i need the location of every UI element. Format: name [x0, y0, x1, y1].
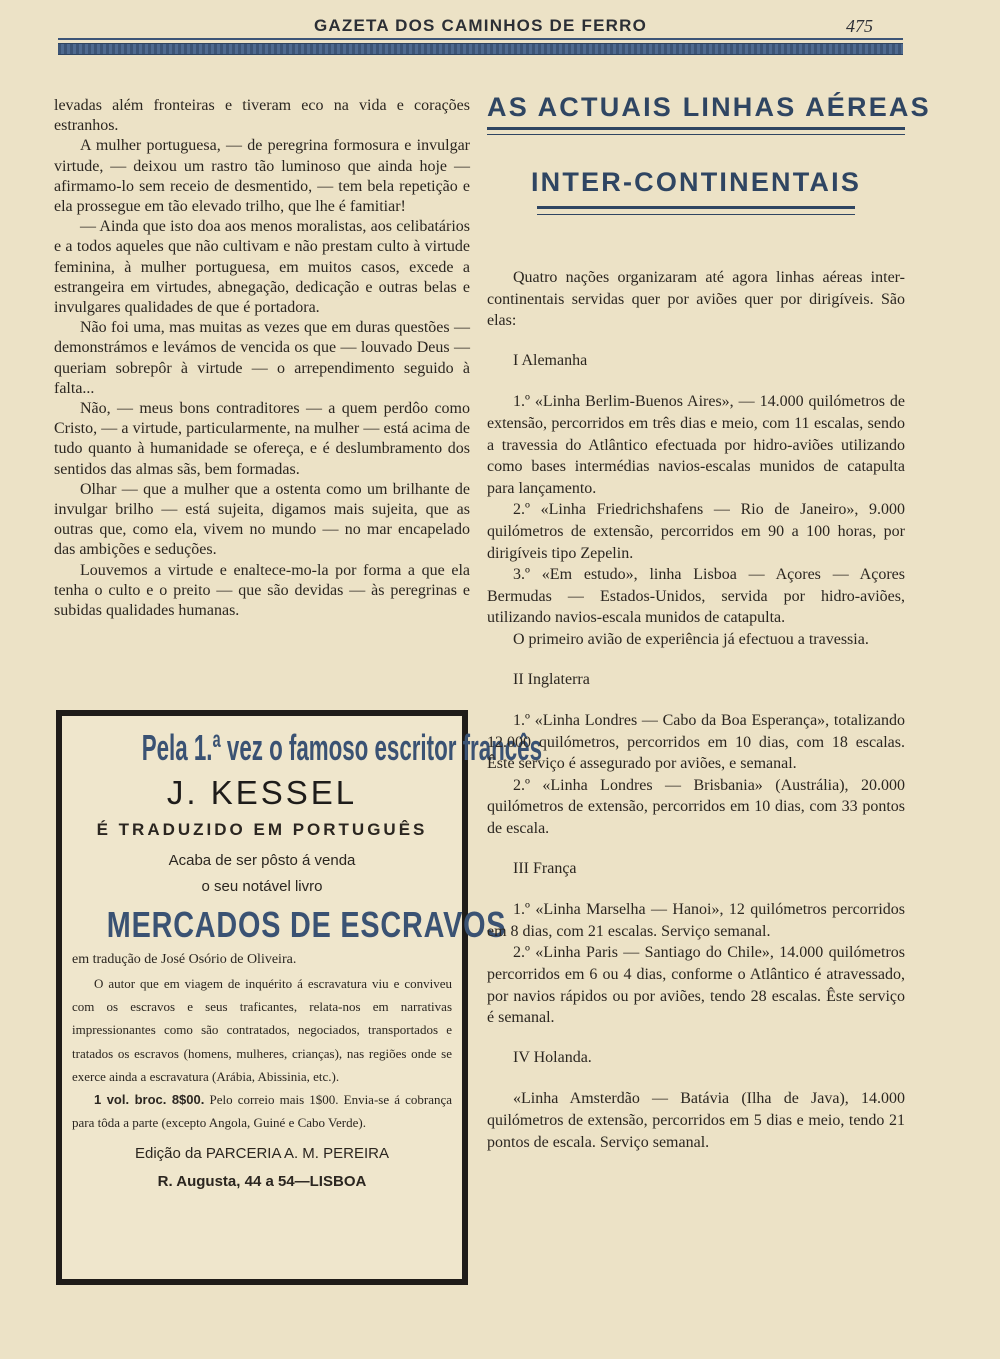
- article-title-line-1: AS ACTUAIS LINHAS AÉREAS: [487, 92, 931, 122]
- route-paragraph: 3.º «Em estudo», linha Lisboa — Açores — Açores Bermudas — Estados-Unidos, servida por hidro-aviões, utilizando navios-escala munidos de catapulta.: [487, 566, 905, 627]
- route-paragraph: 1.º «Linha Marselha — Hanoi», 12 quilómetros percorridos em 8 dias, com 21 escalas. Serviço semanal.: [487, 901, 905, 940]
- country-heading: II Inglaterra: [513, 670, 590, 688]
- ad-price-label: 1 vol. broc. 8$00.: [94, 1092, 205, 1108]
- advertisement-content: [68, 726, 542, 1196]
- paragraph: — Ainda que isto doa aos menos moralistas, aos celibatários e a todos aqueles que não cultivam e não prestam culto à virtude feminina, à mulher portuguesa, em muitos casos, excede a estrangeira em virtudes, abnegação, dedicação e outras belas e invulgares qualidades de que é portadora.: [54, 218, 470, 317]
- article-body: [487, 267, 905, 1153]
- paragraph: A mulher portuguesa, — de peregrina formosura e invulgar virtude, — deixou um rastro tão luminoso que ainda hoje — afirmamo-lo sem receio de desmentido, — tem bela repetição e ela prossegue em tão elevado trilho, que lhe é famitiar!: [54, 137, 470, 216]
- route-paragraph: O primeiro avião de experiência já efectuou a travessia.: [513, 630, 869, 648]
- ad-translated-notice: É TRADUZIDO EM PORTUGUÊS: [96, 820, 428, 839]
- route-paragraph: «Linha Amsterdão — Batávia (Ilha de Java), 14.000 quilómetros de extensão, percorridos em 5 dias e meio, tendo 21 pontos de escala. Serviço semanal.: [487, 1090, 905, 1151]
- route-paragraph: 1.º «Linha Londres — Cabo da Boa Esperança», totalizando 12.000 quilómetros, percorridos em 10 dias, com 18 escalas. Êste serviço é assegurado por aviões, e semanal.: [487, 712, 905, 773]
- header-rule-thin: [58, 38, 903, 40]
- route-paragraph: 2.º «Linha Paris — Santiago do Chile», 14.000 quilómetros percorridos em 6 ou 4 dias, conforme o Atlântico é atravessado, por navios rápidos ou por aviões, tendo 28 escalas. Êste serviço é semanal.: [487, 944, 905, 1027]
- running-header: [58, 10, 903, 38]
- ad-address: R. Augusta, 44 a 54—LISBOA: [157, 1173, 367, 1191]
- ad-edition-line: Edição da PARCERIA A. M. PEREIRA: [135, 1145, 389, 1163]
- country-heading: IV Holanda.: [513, 1048, 592, 1066]
- title-rule: [537, 206, 855, 215]
- ad-publisher: [68, 1140, 456, 1196]
- ad-book-title: MERCADOS DE ESCRAVOS: [106, 904, 507, 945]
- ad-headline: Pela 1.ª vez o famoso escritor francês: [141, 727, 542, 768]
- paragraph: levadas além fronteiras e tiveram eco na vida e corações estranhos.: [54, 97, 470, 135]
- publication-title: GAZETA DOS CAMINHOS DE FERRO: [314, 16, 647, 35]
- article-column: [487, 88, 931, 1153]
- title-rule: [487, 127, 905, 135]
- route-paragraph: 2.º «Linha Londres — Brisbania» (Austrália), 20.000 quilómetros de extensão, percorridos em 10 dias, com 33 pontos de escala.: [487, 776, 905, 838]
- ad-price: [72, 1088, 452, 1134]
- ad-description: O autor que em viagem de inquérito á escravatura viu e conviveu com os escravos e seus traficantes, relata-nos em narrativas impressionantes como são contratados, negociados, transportados e tratados os escravos (homens, mulheres, crianças), nas regiões onde se exerce ainda a escravatura (Arábia, Abissinia, etc.).: [72, 976, 452, 1084]
- left-column-text: [54, 96, 470, 621]
- ad-sale-line-1: Acaba de ser pôsto á venda: [168, 852, 356, 869]
- article-title-line-2: INTER-CONTINENTAIS: [530, 167, 862, 197]
- ad-sale-line-2: o seu notável livro: [201, 878, 323, 895]
- route-paragraph: 1.º «Linha Berlim-Buenos Aires», — 14.000 quilómetros de extensão, percorridos em três dias e meio, com 11 escalas, sendo a travessia do Atlântico efectuada por hidro-aviões utilizando como bases intermédias navios-escalas munidos de catapulta para lançamento.: [487, 393, 905, 497]
- page-number: 475: [846, 16, 873, 36]
- paragraph: Não, — meus bons contraditores — a quem perdôo como Cristo, — a virtude, particularmente, na mulher — está acima de tudo quanto à humanidade se ofereça, e é deslumbramento dos sentidos das almas sãs, bem formadas.: [54, 400, 470, 478]
- country-heading: I Alemanha: [513, 351, 588, 369]
- ad-translation-credit: em tradução de José Osório de Oliveira.: [72, 952, 297, 967]
- article-intro: Quatro nações organizaram até agora linhas aéreas inter-continentais servidas quer por aviões quer por dirigíveis. São elas:: [487, 269, 905, 330]
- ad-price-text: Pelo correio mais 1$00. Envia-se á cobrança para tôda a parte (excepto Angola, Guiné e Cabo Verde).: [72, 1092, 453, 1131]
- book-advertisement: [56, 710, 542, 1285]
- route-paragraph: 2.º «Linha Friedrichshafens — Rio de Janeiro», 9.000 quilómetros de extensão, percorridos em 90 a 100 horas, por dirigíveis tipo Zepelin.: [487, 501, 905, 562]
- ad-sale-text: [68, 848, 456, 900]
- paragraph: Olhar — que a mulher que a ostenta como um brilhante de invulgar brilho — está sujeita, digamos mais sujeita, que as outras que, como ela, vivem no mundo — no mar encapelado das ambições e seduções.: [54, 480, 470, 559]
- ad-author: J. KESSEL: [166, 774, 358, 811]
- paragraph: Não foi uma, mas muitas as vezes que em duras questões — demonstrámos e levámos de vencida os que — louvado Deus — queriam sobrepôr à virtude — o arrependimento seguido à falta...: [54, 319, 470, 397]
- paragraph: Louvemos a virtude e enaltece-mo-la por forma a que ela tenha o culto e o preito — que são devidas — às peregrinas e subidas qualidades humanas.: [54, 561, 470, 620]
- header-rule: [58, 43, 903, 55]
- country-heading: III França: [513, 859, 577, 877]
